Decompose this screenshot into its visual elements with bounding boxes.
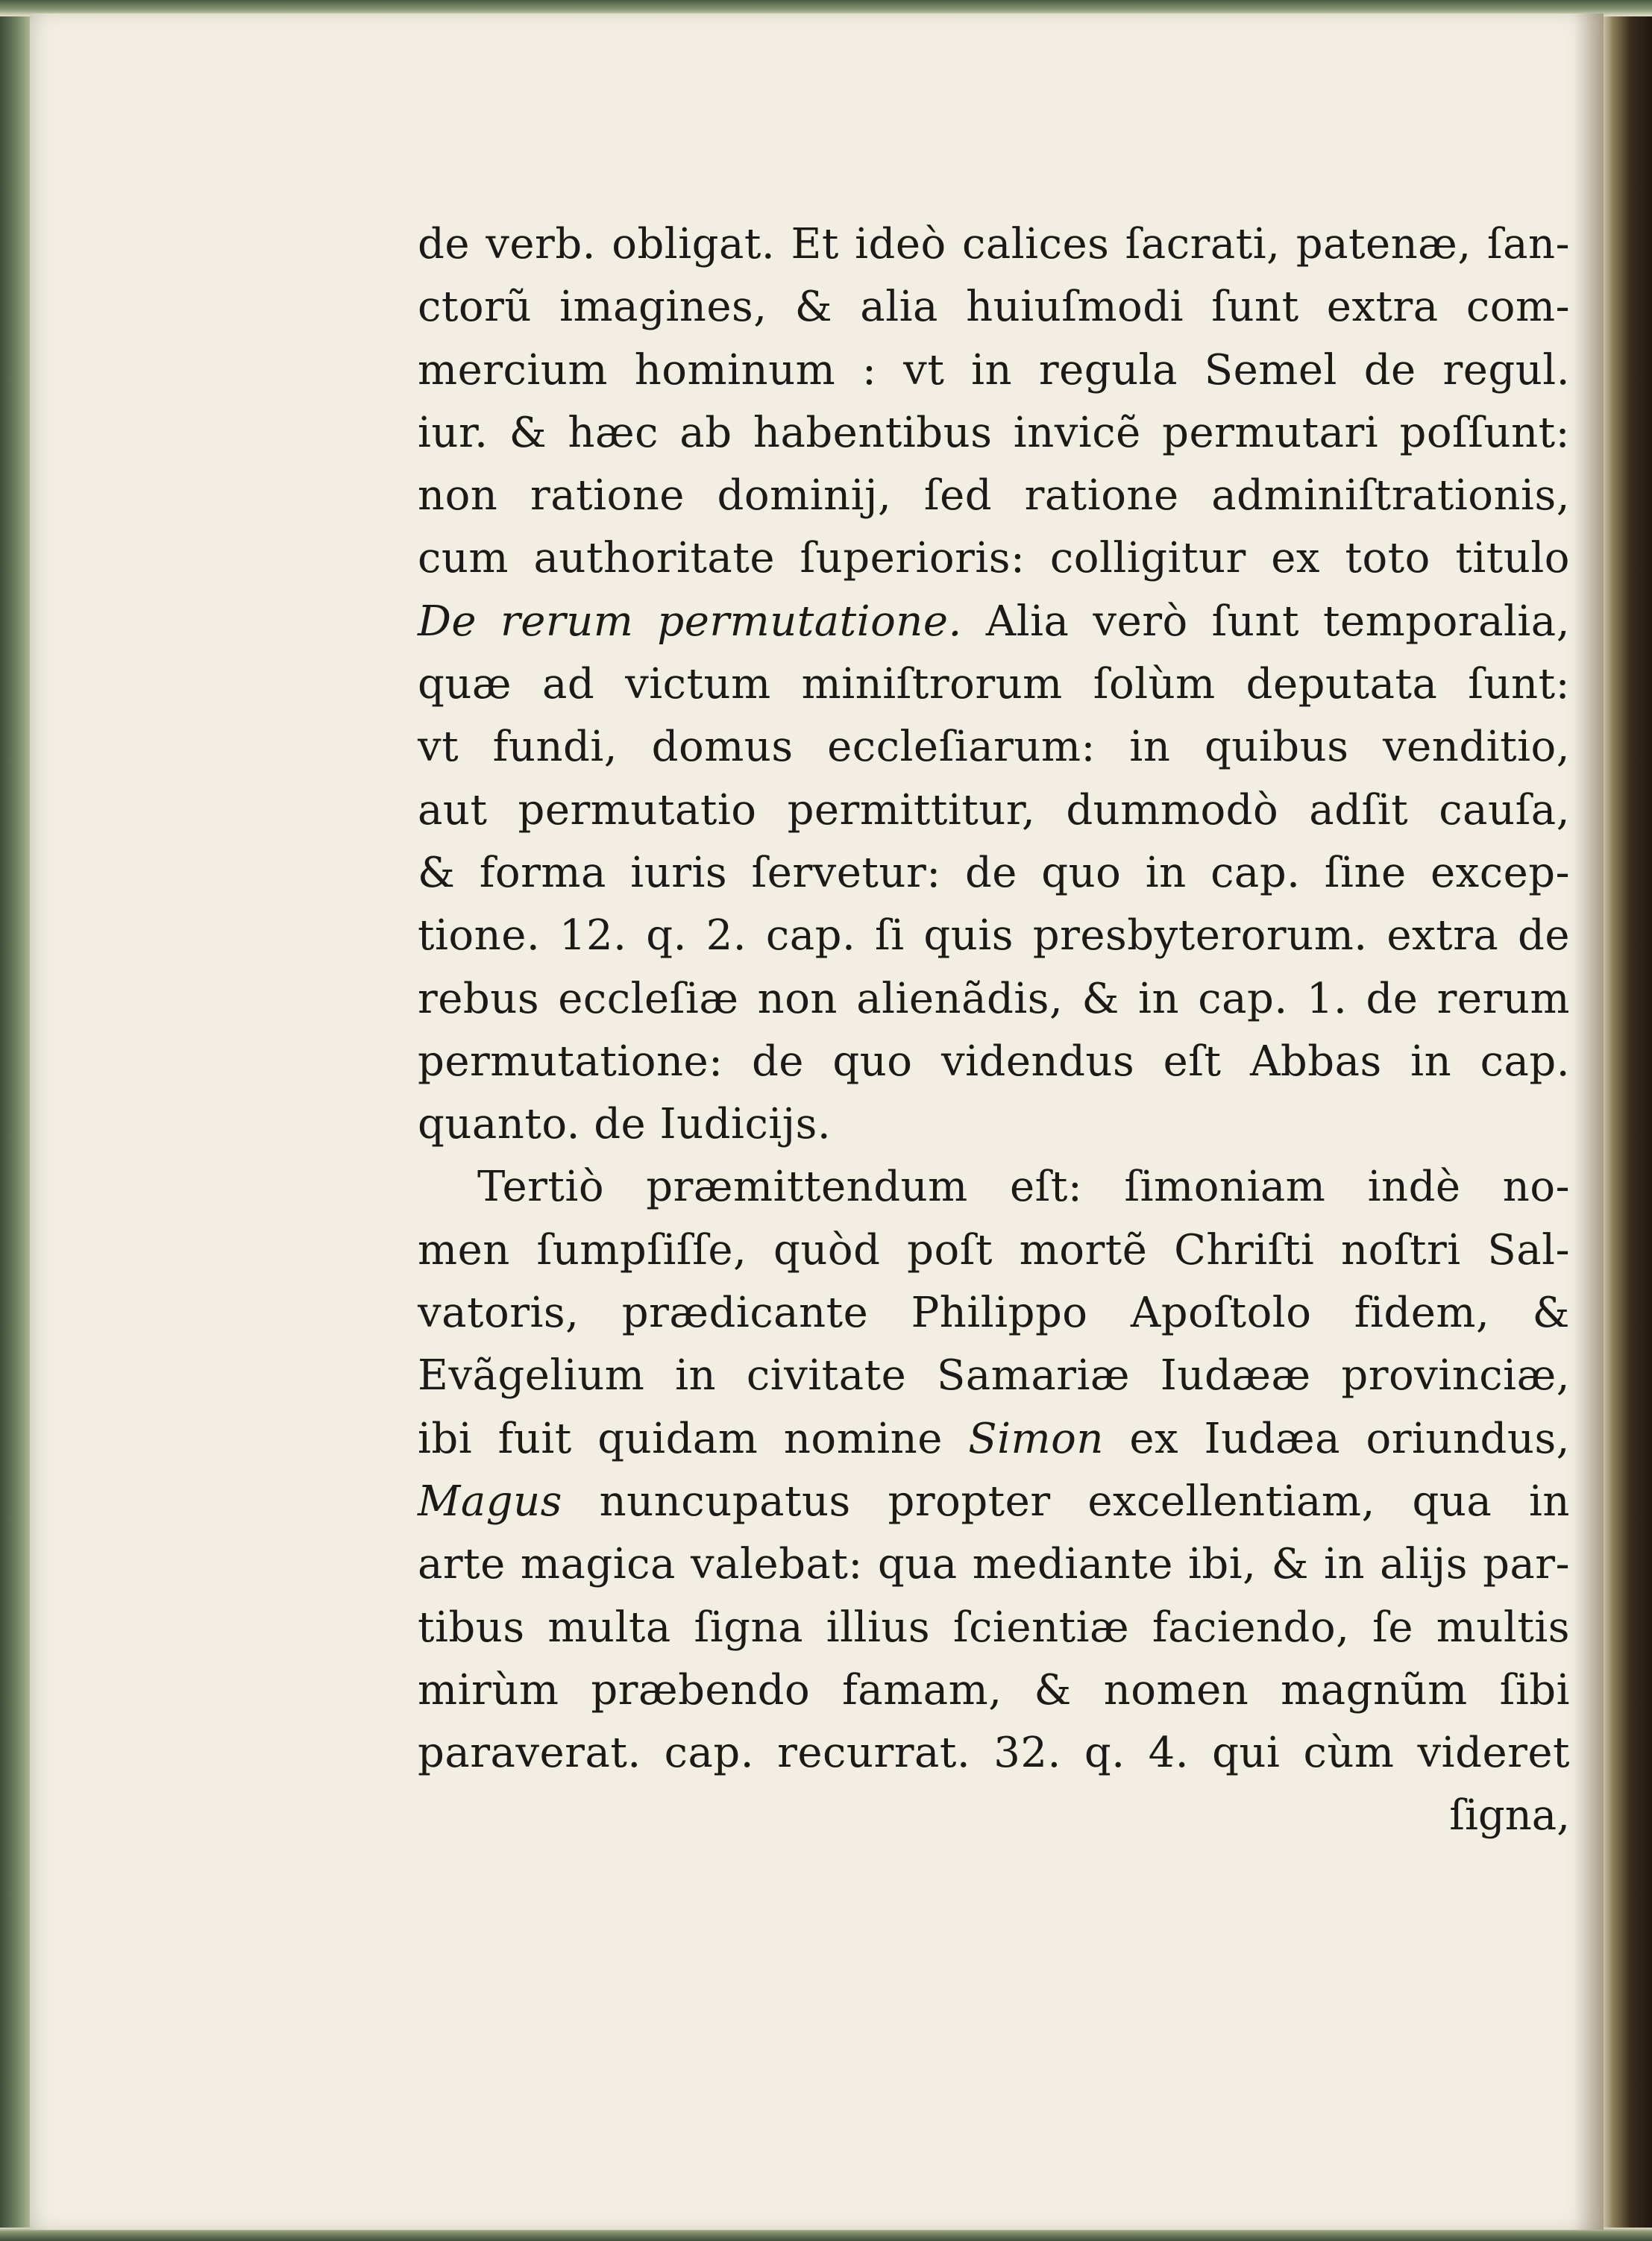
text-line: & forma iuris ſervetur: de quo in cap. ſine excep-	[418, 848, 1570, 897]
text-line: tione. 12. q. 2. cap. ſi quis presbyterorum. extra de	[418, 911, 1570, 961]
text-span: Alia verò ſunt temporalia,	[961, 597, 1570, 646]
italic-name: Simon	[968, 1414, 1104, 1463]
text-line: non ratione dominij, ſed ratione adminiſtrationis,	[418, 471, 1570, 521]
text-line: quæ ad victum miniſtrorum ſolùm deputata ſunt:	[418, 660, 1570, 709]
text-line: permutatione: de quo videndus eſt Abbas in cap.	[418, 1037, 1570, 1086]
text-line: men ſumpſiſſe, quòd poſt mortẽ Chriſti noſtri Sal-	[418, 1225, 1570, 1274]
text-line: Evãgelium in civitate Samariæ Iudææ provinciæ,	[418, 1351, 1570, 1401]
text-line: aut permutatio permittitur, dummodò adſit cauſa,	[418, 785, 1570, 835]
text-line: tibus multa ſigna illius ſcientiæ faciendo, ſe multis	[418, 1603, 1570, 1652]
italic-title: De rerum permutatione.	[418, 597, 962, 646]
text-line: rebus eccleſiæ non alienãdis, & in cap. 1. de rerum	[418, 974, 1570, 1023]
text-line: vatoris, prædicante Philippo Apoſtolo fidem, &	[418, 1289, 1570, 1338]
text-span: nuncupatus propter excellentiam, qua in	[562, 1477, 1570, 1526]
text-line	[418, 1408, 1570, 1471]
text-line: iur. & hæc ab habentibus invicẽ permutari poſſunt:	[418, 408, 1570, 457]
italic-name: Magus	[418, 1477, 562, 1526]
text-line: arte magica valebat: qua mediante ibi, & in alijs par-	[418, 1540, 1570, 1589]
paragraph-start-line: Tertiò præmittendum eſt: ſimoniam indè no-	[477, 1163, 1570, 1212]
text-line	[418, 1471, 1570, 1533]
text-line: vt fundi, domus eccleſiarum: in quibus venditio,	[418, 723, 1570, 772]
text-line: mercium hominum : vt in regula Semel de regul.	[418, 345, 1570, 395]
text-span: ex Iudæa oriundus,	[1103, 1414, 1570, 1463]
text-line: de verb. obligat. Et ideò calices ſacrati, patenæ, ſan-	[418, 220, 1570, 268]
catchword: ſigna,	[1449, 1791, 1570, 1841]
book-edge-right	[1604, 0, 1652, 2241]
text-span: ibi fuit quidam nomine	[418, 1414, 969, 1463]
text-block	[418, 213, 1570, 1848]
text-line: cum authoritate ſuperioris: colligitur ex toto titulo	[418, 534, 1570, 583]
book-page	[30, 13, 1604, 2230]
text-line: mirùm præbendo famam, & nomen magnũm ſibi	[418, 1665, 1570, 1714]
text-line: ctorũ imagines, & alia huiuſmodi ſunt extra com-	[418, 283, 1570, 332]
text-line	[418, 591, 1570, 653]
text-line: paraverat. cap. recurrat. 32. q. 4. qui cùm videret	[418, 1729, 1570, 1778]
text-line: quanto. de Iudicijs.	[418, 1100, 832, 1149]
